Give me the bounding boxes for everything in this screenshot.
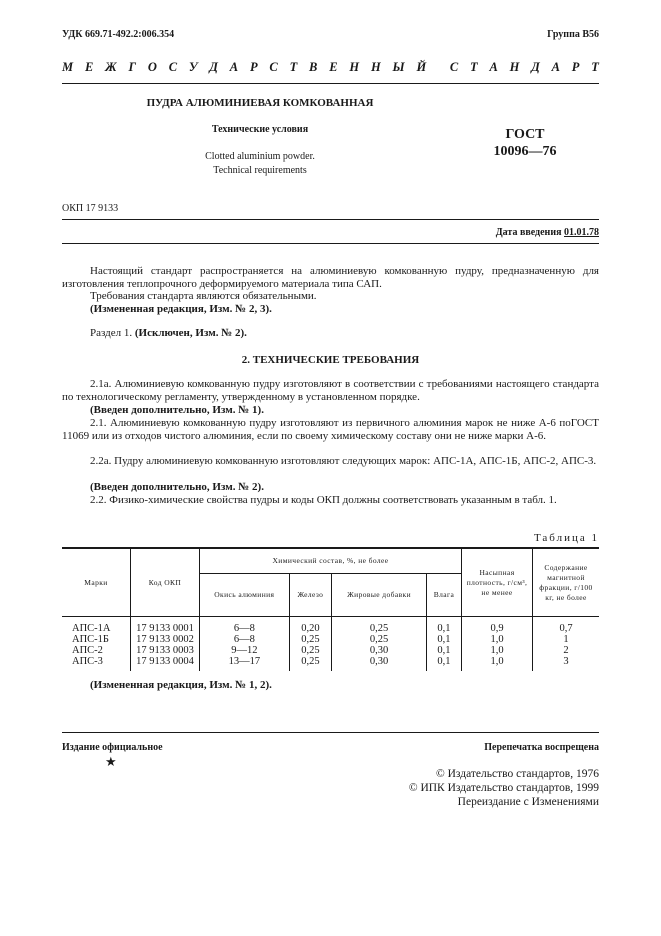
table-cell: 17 9133 0004 [131, 656, 200, 671]
footer-rule [62, 732, 599, 733]
english-title-line1: Clotted aluminium powder. [205, 151, 315, 162]
table-cell: 0,1 [426, 645, 461, 656]
table-cell: 17 9133 0002 [131, 634, 200, 645]
col-fat: Жировые добавки [332, 574, 427, 617]
banner-letter: Ж [105, 60, 117, 74]
banner-letter: Д [209, 60, 218, 74]
banner-letter: Т [470, 60, 478, 74]
table-cell: 0,20 [289, 617, 332, 635]
table-caption: Таблица 1 [533, 532, 599, 544]
table-row [62, 645, 599, 656]
section1-note [62, 327, 599, 340]
clause-2-1: 2.1. Алюминиевую комкованную пудру изготовляют из первичного алюминия марок не ниже А-6 поГОСТ 11069 или из отходов чистого алюминия, если по своему химическому составу они не ниже марки А-6. [62, 417, 599, 442]
col-magnetic: Содержание магнитной фракции, г/100 кг, не более [533, 548, 600, 617]
banner-letter: Й [416, 60, 427, 74]
table-cell: 1,0 [462, 656, 533, 671]
gost-code: 10096—76 [493, 144, 557, 159]
col-grade: Марки [62, 548, 131, 617]
clause-2-2: 2.2. Физико-химические свойства пудры и коды ОКП должны соответствовать указанным в табл. 1. [90, 494, 557, 506]
banner-letter: Р [571, 60, 580, 74]
copyright-block [409, 767, 599, 809]
banner-letter: Р [249, 60, 258, 74]
table-cell: 0,1 [426, 634, 461, 645]
gost-label: ГОСТ [505, 127, 545, 142]
date-value: 01.01.78 [564, 227, 599, 238]
clause-2-2a: 2.2а. Пудру алюминиевую комкованную изготовляют следующих марок: АПС-1А, АПС-1Б, АПС-2, АПС-3. [90, 455, 597, 467]
table-cell: 1,0 [462, 645, 533, 656]
intro-paragraph: Настоящий стандарт распространяется на алюминиевую комкованную пудру, предназначенную для изготовления теплопрочного деформируемого материала типа САП. [62, 265, 599, 290]
okp-code: ОКП 17 9133 [62, 203, 119, 214]
banner-letter: Т [289, 60, 298, 74]
table-cell: АПС-2 [72, 645, 103, 656]
table-cell: 0,30 [332, 656, 427, 671]
col-chem-group: Химический состав, %, не более [200, 548, 462, 574]
table-cell: 0,25 [332, 634, 427, 645]
banner-letter: С [449, 60, 459, 74]
table-cell: 0,30 [332, 645, 427, 656]
section1-status: (Исключен, Изм. № 2). [134, 327, 247, 339]
banner-letter: А [551, 60, 560, 74]
table-row [62, 634, 599, 645]
banner-letter: О [147, 60, 157, 74]
table-cell: 9—12 [200, 645, 290, 656]
table-row [62, 656, 599, 671]
table-cell: 3 [533, 656, 600, 671]
date-label: Дата введения [495, 227, 562, 238]
col-iron: Железо [289, 574, 332, 617]
table-cell: АПС-3 [72, 656, 103, 667]
udk-code: УДК 669.71-492.2:006.354 [62, 29, 175, 40]
standard-banner [62, 60, 599, 75]
banner-letter: Е [329, 60, 338, 74]
english-title [130, 150, 390, 178]
banner-letter: Г [128, 60, 136, 74]
table-cell: 1 [533, 634, 600, 645]
section2-heading: 2. ТЕХНИЧЕСКИЕ ТРЕБОВАНИЯ [241, 354, 420, 366]
okp-rule [62, 219, 599, 220]
table-cell: 0,7 [533, 617, 600, 635]
amendment-note-1: (Измененная редакция, Изм. № 2, 3). [90, 303, 272, 315]
table-cell: АПС-1Б [72, 634, 109, 645]
reissue-note: Переиздание с Изменениями [457, 796, 599, 808]
table-cell: 2 [533, 645, 600, 656]
doc-title: ПУДРА АЛЮМИНИЕВАЯ КОМКОВАННАЯ [146, 97, 374, 109]
date-rule [62, 243, 599, 244]
mandatory-paragraph: Требования стандарта являются обязательными. [90, 290, 317, 302]
col-moisture: Влага [426, 574, 461, 617]
section1-label: Раздел 1. [90, 327, 133, 339]
copyright-1999: © ИПК Издательство стандартов, 1999 [408, 782, 599, 794]
gost-number [470, 126, 580, 160]
table-cell: 13—17 [200, 656, 290, 671]
table-cell: 0,1 [426, 656, 461, 671]
clause-2-1a: 2.1а. Алюминиевую комкованную пудру изготовляют в соответствии с требованиями настоящего стандарта по технологическому регламенту, утвержденному в установленном порядке. [62, 378, 599, 403]
table-cell: 6—8 [200, 617, 290, 635]
table-cell: 17 9133 0003 [131, 645, 200, 656]
banner-letter: Н [349, 60, 360, 74]
doc-subtitle: Технические условия [211, 124, 309, 135]
english-title-line2: Technical requirements [213, 165, 307, 176]
table-cell: 0,25 [332, 617, 427, 635]
table-row [62, 617, 599, 635]
star-icon: ★ [105, 754, 117, 769]
table-cell: 0,25 [289, 645, 332, 656]
table-cell: 6—8 [200, 634, 290, 645]
banner-letter: Е [84, 60, 94, 74]
col-density: Насыпная плотность, г/см³, не менее [462, 548, 533, 617]
banner-letter: У [188, 60, 198, 74]
banner-letter: Т [591, 60, 599, 74]
properties-table [62, 547, 599, 671]
table-cell: 0,1 [426, 617, 461, 635]
banner-letter: А [489, 60, 498, 74]
banner-letter: С [269, 60, 278, 74]
table-cell: 0,9 [462, 617, 533, 635]
banner-letter: С [168, 60, 178, 74]
reprint-prohibited: Перепечатка воспрещена [484, 742, 599, 753]
header-rule [62, 83, 599, 84]
table-amendment-note: (Измененная редакция, Изм. № 1, 2). [90, 679, 272, 691]
banner-letter: В [309, 60, 318, 74]
table-cell: 0,25 [289, 634, 332, 645]
table-cell: 17 9133 0001 [131, 617, 200, 635]
table-cell: 0,25 [289, 656, 332, 671]
banner-letter: Д [531, 60, 540, 74]
col-oxide: Окись алюминия [200, 574, 290, 617]
banner-letter: Н [509, 60, 520, 74]
copyright-1976: © Издательство стандартов, 1976 [435, 768, 599, 780]
clause-2-2a-note: (Введен дополнительно, Изм. № 2). [90, 481, 264, 493]
banner-letter: Н [370, 60, 381, 74]
table-cell: 1,0 [462, 634, 533, 645]
table-cell: АПС-1А [72, 623, 111, 634]
banner-letter: А [229, 60, 239, 74]
group-code: Группа В56 [547, 29, 599, 40]
official-edition: Издание официальное [62, 742, 163, 753]
banner-letter: М [62, 60, 74, 74]
introduction-date [496, 227, 599, 238]
clause-2-1a-note: (Введен дополнительно, Изм. № 1). [90, 404, 264, 416]
col-okp-code: Код ОКП [131, 548, 200, 617]
banner-letter: Ы [392, 60, 405, 74]
